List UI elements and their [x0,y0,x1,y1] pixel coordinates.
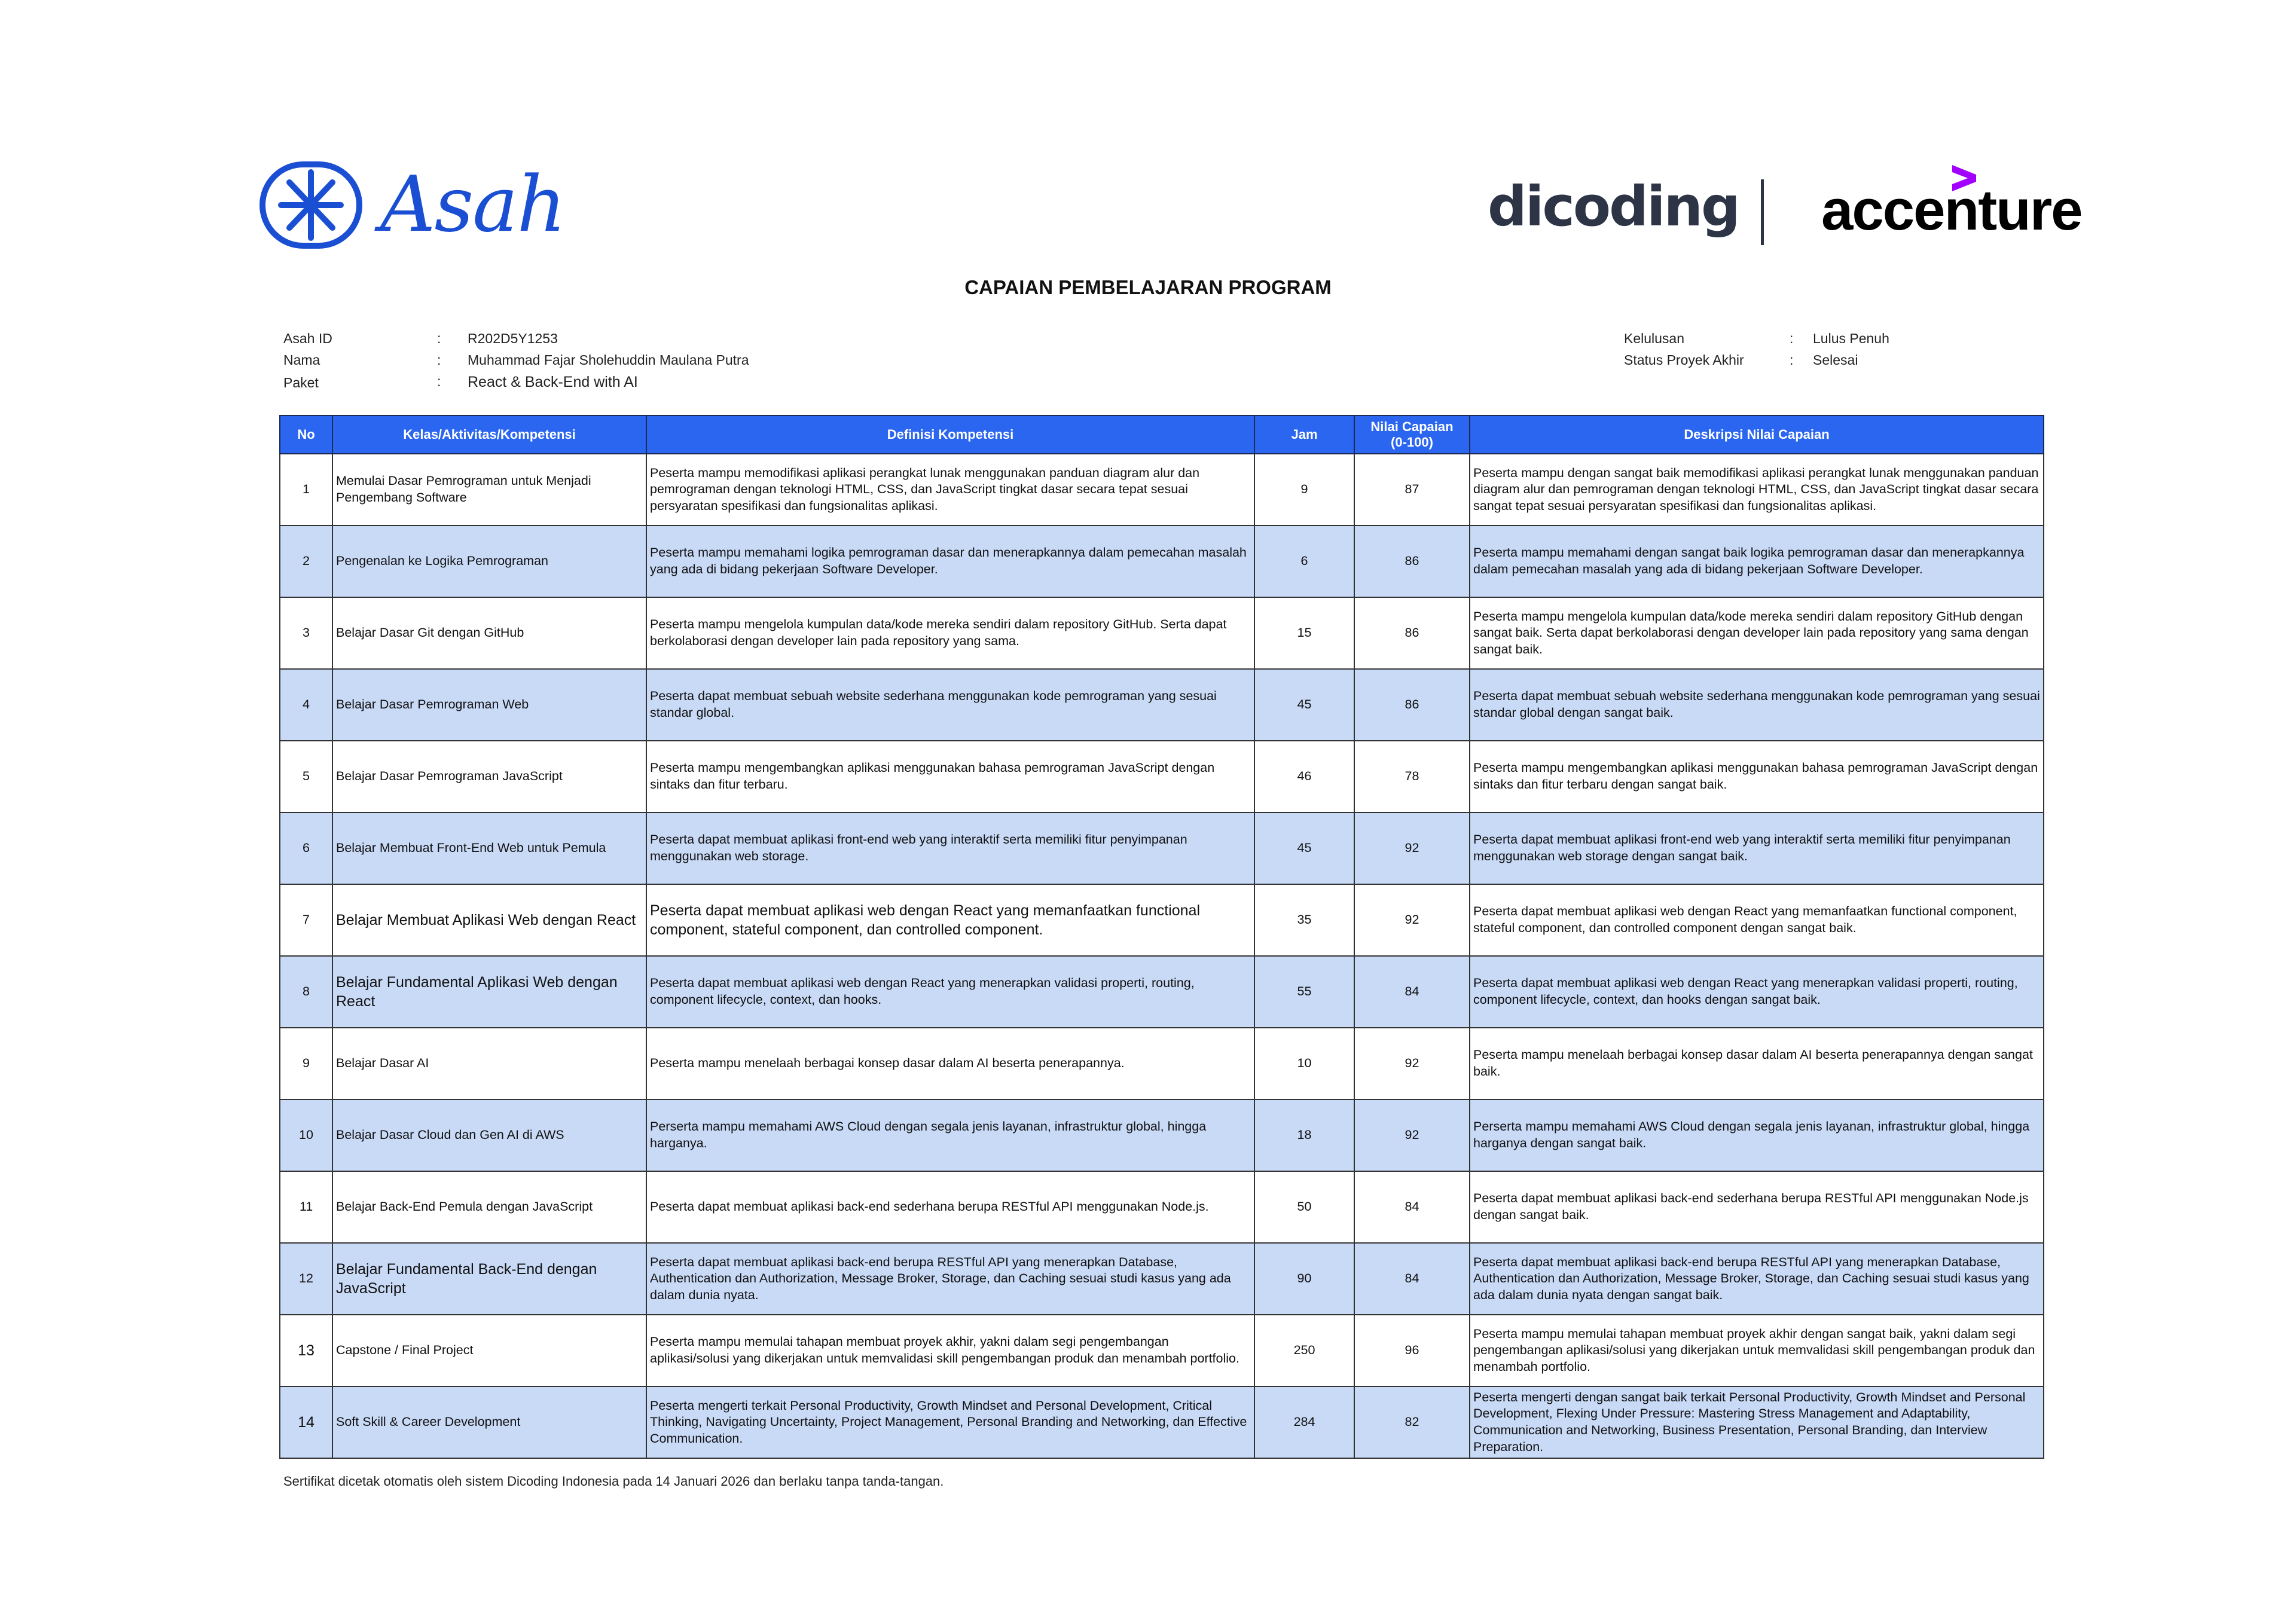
cell-kelas: Belajar Back-End Pemula dengan JavaScript [332,1171,646,1243]
cell-kelas: Memulai Dasar Pemrograman untuk Menjadi Pengembang Software [332,454,646,526]
info-label-paket: Paket [283,375,319,390]
table-row [280,1028,2044,1099]
cell-deskripsi: Peserta dapat membuat aplikasi web dengan React yang memanfaatkan functional component, stateful component, dan controlled component dengan sangat baik. [1470,884,2044,956]
cell-definisi: Peserta dapat membuat sebuah website sederhana menggunakan kode pemrograman yang sesuai standar global. [646,669,1254,741]
cell-kelas: Belajar Fundamental Aplikasi Web dengan React [332,956,646,1028]
cell-definisi: Peserta mampu memulai tahapan membuat proyek akhir, yakni dalam segi pengembangan aplikasi/solusi yang dikerjakan untuk memvalidasi skill pengembangan produk dan menambah portfolio. [646,1315,1254,1386]
cell-definisi: Peserta mampu menelaah berbagai konsep dasar dalam AI beserta penerapannya. [646,1028,1254,1099]
asah-wordmark: Asah [380,160,565,249]
cell-deskripsi: Peserta mampu menelaah berbagai konsep dasar dalam AI beserta penerapannya dengan sangat baik. [1470,1028,2044,1099]
cell-jam: 15 [1254,597,1354,669]
cell-deskripsi: Peserta dapat membuat sebuah website sederhana menggunakan kode pemrograman yang sesuai standar global dengan sangat baik. [1470,669,2044,741]
cell-no: 1 [280,454,332,526]
cell-kelas: Pengenalan ke Logika Pemrograman [332,526,646,597]
accenture-logo: accenture [1821,178,2082,242]
info-right [1624,331,1983,378]
info-label-status-proyek: Status Proyek Akhir [1624,352,1744,368]
column-header-nilai: Nilai Capaian (0-100) [1354,416,1470,454]
cell-kelas: Capstone / Final Project [332,1315,646,1386]
cell-no: 4 [280,669,332,741]
cell-nilai: 86 [1354,597,1470,669]
dicoding-logo: dicoding [1488,175,1739,239]
cell-kelas: Belajar Membuat Front-End Web untuk Pemula [332,812,646,884]
cell-definisi: Peserta mampu mengelola kumpulan data/kode mereka sendiri dalam repository GitHub. Serta dapat berkolaborasi dengan developer lain pada repository yang sama. [646,597,1254,669]
cell-nilai: 92 [1354,812,1470,884]
info-value-paket: React & Back-End with AI [468,374,638,390]
cell-deskripsi: Peserta dapat membuat aplikasi back-end sederhana berupa RESTful API menggunakan Node.js dengan sangat baik. [1470,1171,2044,1243]
table-row [280,669,2044,741]
cell-deskripsi: Peserta mampu dengan sangat baik memodifikasi aplikasi perangkat lunak menggunakan panduan diagram alur dan pemrograman dengan teknologi HTML, CSS, dan JavaScript tingkat dasar secara sangat tepat sesuai persyaratan spesifikasi dan fungsionalitas aplikasi. [1470,454,2044,526]
learning-outcomes-table [279,415,2044,1459]
footer-note: Sertifikat dicetak otomatis oleh sistem Dicoding Indonesia pada 14 Januari 2026 dan berlaku tanpa tanda-tangan. [283,1474,944,1489]
cell-definisi: Peserta mampu mengembangkan aplikasi menggunakan bahasa pemrograman JavaScript dengan sintaks dan fitur terbaru. [646,741,1254,812]
info-colon: : [437,331,441,346]
cell-definisi: Peserta dapat membuat aplikasi web dengan React yang menerapkan validasi properti, routing, component lifecycle, context, dan hooks. [646,956,1254,1028]
table-header-row [280,416,2044,454]
column-header-kelas: Kelas/Aktivitas/Kompetensi [332,416,646,454]
cell-nilai: 84 [1354,1243,1470,1315]
column-header-jam: Jam [1254,416,1354,454]
cell-deskripsi: Peserta dapat membuat aplikasi front-end web yang interaktif serta memiliki fitur penyimpanan menggunakan web storage dengan sangat baik. [1470,812,2044,884]
asah-logo [259,160,565,250]
document-title: CAPAIAN PEMBELAJARAN PROGRAM [964,276,1332,298]
table-row [280,1171,2044,1243]
cell-definisi: Peserta dapat membuat aplikasi back-end sederhana berupa RESTful API menggunakan Node.js. [646,1171,1254,1243]
cell-no: 9 [280,1028,332,1099]
cell-no: 10 [280,1099,332,1171]
column-header-definisi: Definisi Kompetensi [646,416,1254,454]
cell-nilai: 92 [1354,884,1470,956]
info-value-asah-id: R202D5Y1253 [468,331,558,346]
cell-deskripsi: Peserta dapat membuat aplikasi back-end berupa RESTful API yang menerapkan Database, Authentication dan Authorization, Message Broker, Storage, dan Caching sesuai studi kasus yang ada dalam dunia nyata dengan sangat baik. [1470,1243,2044,1315]
cell-nilai: 86 [1354,669,1470,741]
table-row [280,884,2044,956]
cell-nilai: 84 [1354,1171,1470,1243]
table-body [280,454,2044,1458]
cell-kelas: Belajar Dasar Pemrograman JavaScript [332,741,646,812]
cell-jam: 46 [1254,741,1354,812]
table-row [280,741,2044,812]
cell-definisi: Peserta dapat membuat aplikasi front-end web yang interaktif serta memiliki fitur penyimpanan menggunakan web storage. [646,812,1254,884]
cell-no: 8 [280,956,332,1028]
table-row [280,597,2044,669]
info-label-kelulusan: Kelulusan [1624,331,1685,346]
table-row [280,1099,2044,1171]
cell-no: 11 [280,1171,332,1243]
cell-no: 2 [280,526,332,597]
cell-no: 3 [280,597,332,669]
info-value-nama: Muhammad Fajar Sholehuddin Maulana Putra [468,352,749,368]
info-left [283,331,822,396]
cell-kelas: Belajar Dasar AI [332,1028,646,1099]
info-colon: : [1790,352,1794,368]
cell-jam: 250 [1254,1315,1354,1386]
table-row [280,956,2044,1028]
cell-no: 12 [280,1243,332,1315]
cell-nilai: 84 [1354,956,1470,1028]
cell-deskripsi: Peserta dapat membuat aplikasi web dengan React yang menerapkan validasi properti, routing, component lifecycle, context, dan hooks dengan sangat baik. [1470,956,2044,1028]
table-row [280,454,2044,526]
cell-kelas: Belajar Membuat Aplikasi Web dengan React [332,884,646,956]
info-value-status-proyek: Selesai [1813,352,1858,368]
table-row [280,526,2044,597]
cell-no: 6 [280,812,332,884]
column-header-no: No [280,416,332,454]
cell-jam: 18 [1254,1099,1354,1171]
cell-definisi: Peserta dapat membuat aplikasi web dengan React yang memanfaatkan functional component, stateful component, dan controlled component. [646,884,1254,956]
cell-deskripsi: Peserta mengerti dengan sangat baik terkait Personal Productivity, Growth Mindset and Personal Development, Flexing Under Pressure: Mastering Stress Management and Adaptability, Communication and Networking, Business Presentation, Personal Branding, dan Interview Preparation. [1470,1386,2044,1458]
cell-jam: 50 [1254,1171,1354,1243]
table-row [280,1315,2044,1386]
cell-nilai: 78 [1354,741,1470,812]
cell-no: 13 [280,1315,332,1386]
cell-definisi: Peserta dapat membuat aplikasi back-end berupa RESTful API yang menerapkan Database, Authentication dan Authorization, Message Broker, Storage, dan Caching sesuai studi kasus yang ada dalam dunia nyata. [646,1243,1254,1315]
cell-kelas: Belajar Dasar Cloud dan Gen AI di AWS [332,1099,646,1171]
info-colon: : [437,374,441,389]
cell-kelas: Belajar Dasar Git dengan GitHub [332,597,646,669]
info-label-asah-id: Asah ID [283,331,332,346]
cell-deskripsi: Peserta mampu mengembangkan aplikasi menggunakan bahasa pemrograman JavaScript dengan sintaks dan fitur terbaru dengan sangat baik. [1470,741,2044,812]
column-header-deskripsi: Deskripsi Nilai Capaian [1470,416,2044,454]
cell-kelas: Belajar Fundamental Back-End dengan JavaScript [332,1243,646,1315]
cell-nilai: 86 [1354,526,1470,597]
cell-definisi: Perserta mampu memahami AWS Cloud dengan segala jenis layanan, infrastruktur global, hingga harganya. [646,1099,1254,1171]
cell-jam: 90 [1254,1243,1354,1315]
cell-jam: 284 [1254,1386,1354,1458]
cell-jam: 55 [1254,956,1354,1028]
cell-jam: 6 [1254,526,1354,597]
cell-kelas: Soft Skill & Career Development [332,1386,646,1458]
cell-jam: 35 [1254,884,1354,956]
cell-no: 7 [280,884,332,956]
cell-definisi: Peserta mampu memahami logika pemrograman dasar dan menerapkannya dalam pemecahan masalah yang ada di bidang pekerjaan Software Developer. [646,526,1254,597]
info-label-nama: Nama [283,352,320,368]
cell-nilai: 82 [1354,1386,1470,1458]
info-value-kelulusan: Lulus Penuh [1813,331,1889,346]
info-colon: : [437,352,441,368]
cell-nilai: 87 [1354,454,1470,526]
cell-no: 14 [280,1386,332,1458]
table-row [280,1386,2044,1458]
cell-jam: 45 [1254,669,1354,741]
logo-divider [1761,179,1764,245]
cell-kelas: Belajar Dasar Pemrograman Web [332,669,646,741]
cell-deskripsi: Peserta mampu mengelola kumpulan data/kode mereka sendiri dalam repository GitHub dengan sangat baik. Serta dapat berkolaborasi dengan developer lain pada repository yang sama dengan sangat baik. [1470,597,2044,669]
cell-deskripsi: Peserta mampu memulai tahapan membuat proyek akhir dengan sangat baik, yakni dalam segi pengembangan aplikasi/solusi yang dikerjakan untuk memvalidasi skill pengembangan produk dan menambah portfolio. [1470,1315,2044,1386]
cell-nilai: 92 [1354,1028,1470,1099]
cell-definisi: Peserta mampu memodifikasi aplikasi perangkat lunak menggunakan panduan diagram alur dan pemrograman dengan teknologi HTML, CSS, dan JavaScript tingkat dasar secara tepat sesuai persyaratan spesifikasi dan fungsionalitas aplikasi. [646,454,1254,526]
cell-nilai: 96 [1354,1315,1470,1386]
asah-asterisk-icon [259,161,362,249]
info-colon: : [1790,331,1794,346]
cell-deskripsi: Peserta mampu memahami dengan sangat baik logika pemrograman dasar dan menerapkannya dalam pemecahan masalah yang ada di bidang pekerjaan Software Developer. [1470,526,2044,597]
cell-definisi: Peserta mengerti terkait Personal Productivity, Growth Mindset and Personal Development, Critical Thinking, Navigating Uncertainty, Project Management, Personal Branding and Networking, dan Effective Communication. [646,1386,1254,1458]
cell-jam: 45 [1254,812,1354,884]
table-row [280,1243,2044,1315]
cell-nilai: 92 [1354,1099,1470,1171]
cell-jam: 9 [1254,454,1354,526]
cell-jam: 10 [1254,1028,1354,1099]
cell-deskripsi: Perserta mampu memahami AWS Cloud dengan segala jenis layanan, infrastruktur global, hingga harganya dengan sangat baik. [1470,1099,2044,1171]
table-row [280,812,2044,884]
cell-no: 5 [280,741,332,812]
